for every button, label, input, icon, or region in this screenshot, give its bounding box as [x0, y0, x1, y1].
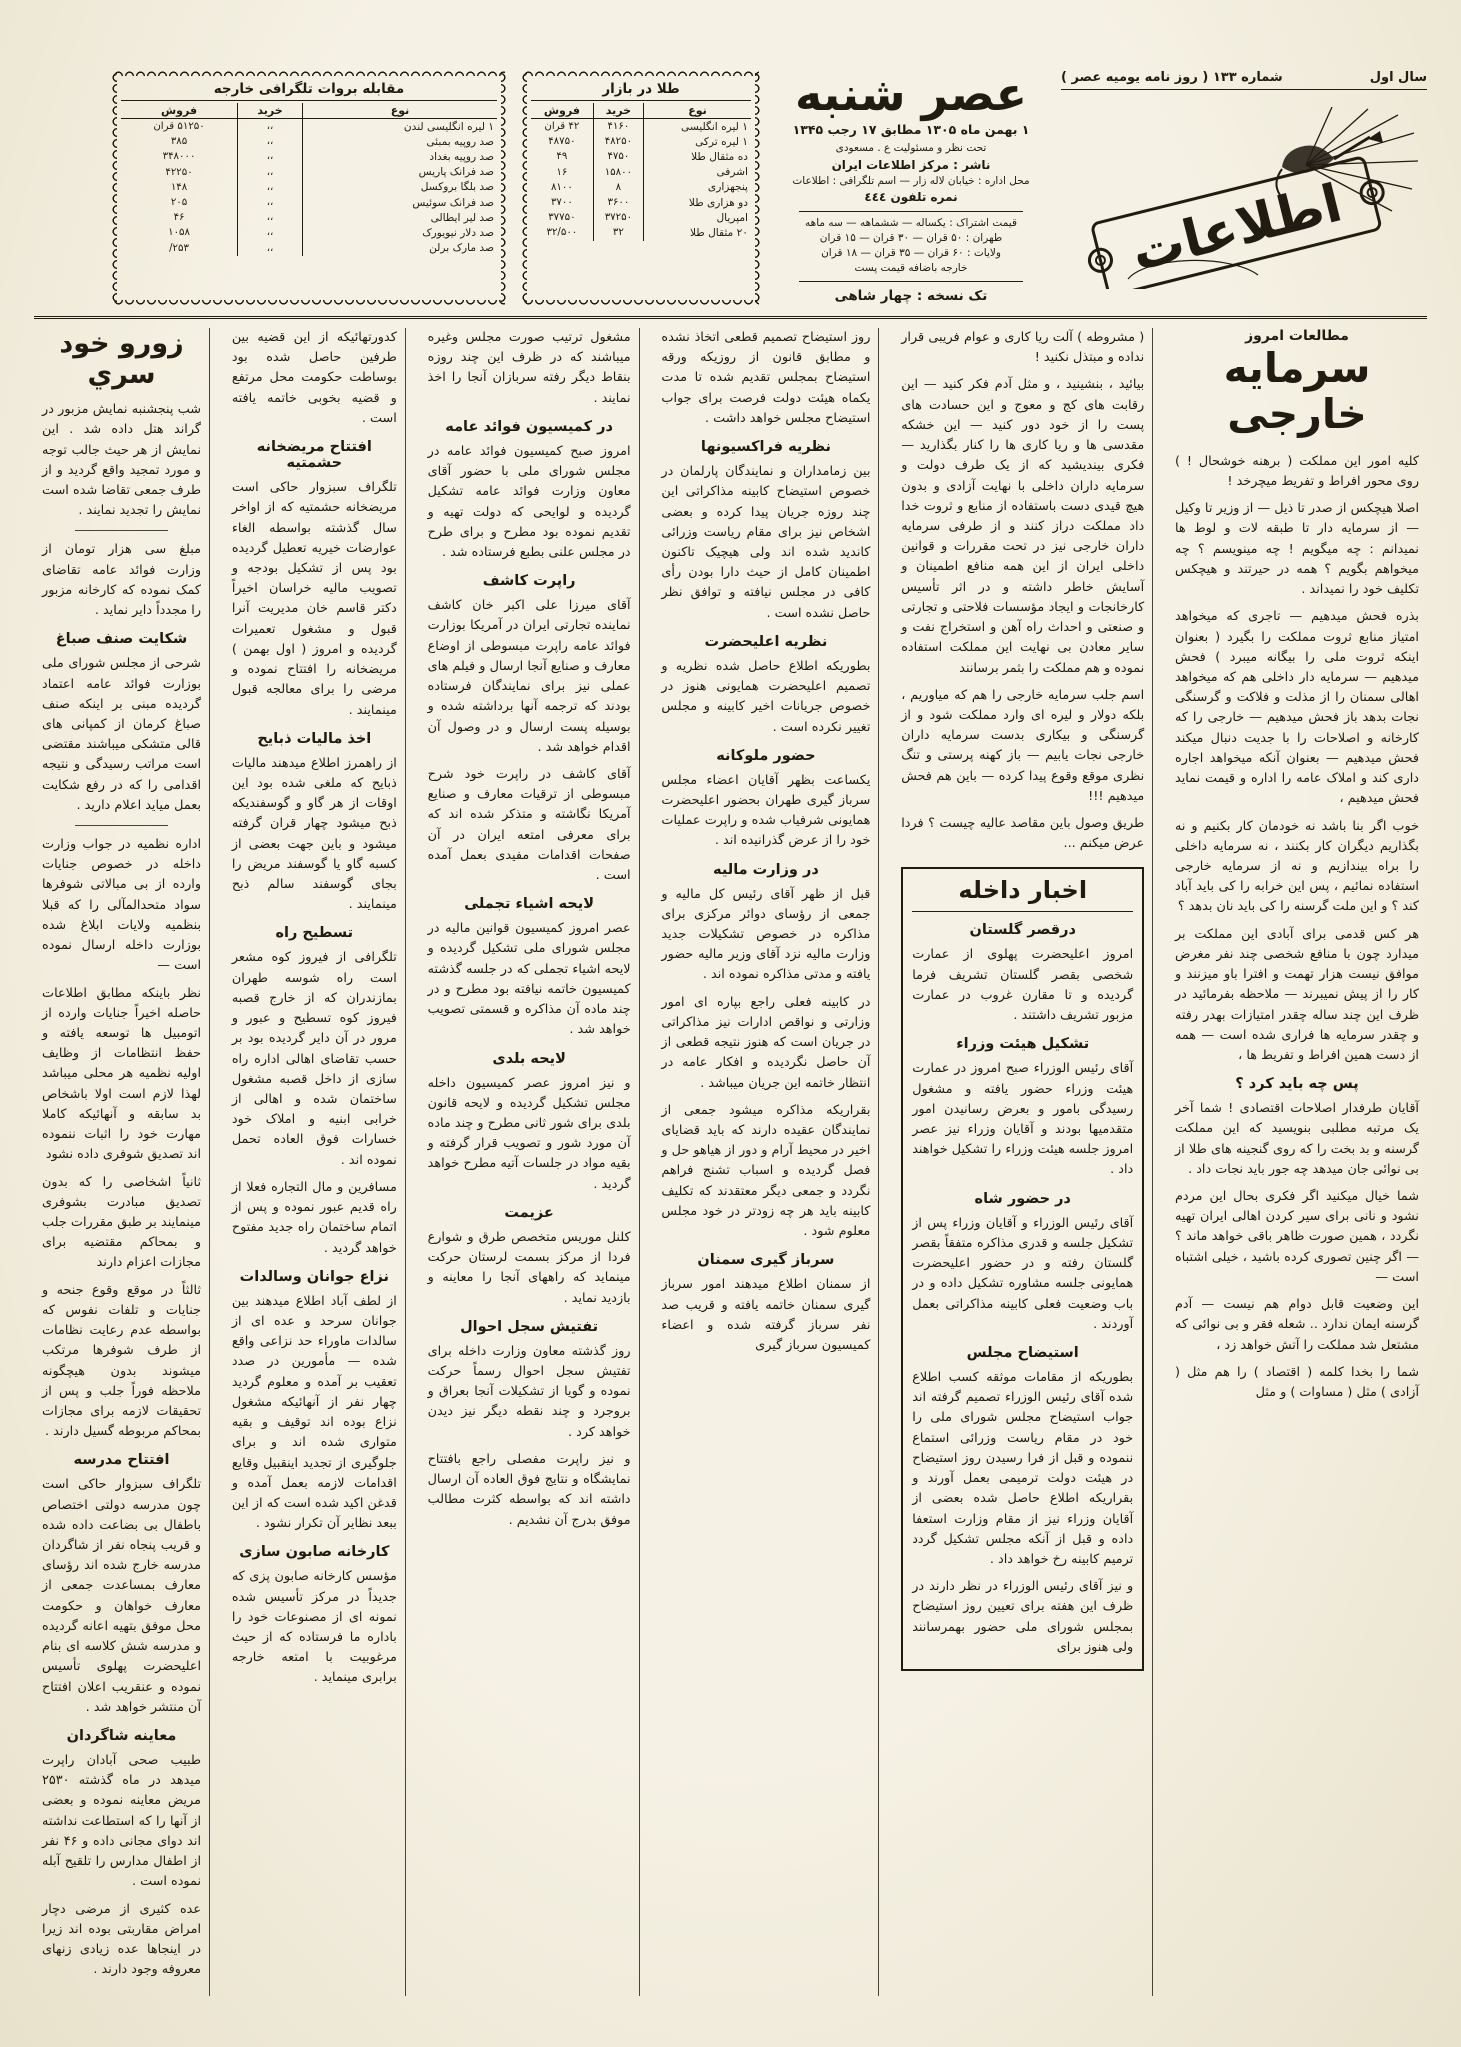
article-subheading: در وزارت مالیه — [713, 861, 819, 878]
article-paragraph: قبل از ظهر آقای رئیس کل مالیه و جمعی از رؤسای دوائر مرکزی برای مذاکره در خصوص تشکیلات جدید وزارت مالیه نزد آقای وزیر مالیه حضور یافته و مدتی مذاکره نموده اند . — [661, 886, 871, 983]
article-paragraph: شب پنجشنبه نمایش مزبور در گراند هتل داده شد . این نمایش از هر حیث جالب توجه و مورد تمجید واقع گردید و از طرف جمعی تقاضا شده است نمایش را تجدید نمایند . — [42, 402, 202, 519]
body-columns — [34, 316, 1427, 1996]
rate-row — [531, 134, 751, 149]
header-divider — [799, 211, 1022, 212]
column-editorial — [1167, 328, 1427, 1996]
rate-cell-type: پنجهزاری — [707, 181, 748, 194]
article-subheading: لایحه بلدی — [492, 1050, 566, 1067]
article-body — [42, 400, 201, 1980]
rate-cell-type: ده مثقال طلا — [691, 150, 748, 163]
rate-cell-type: ۱ لیره انگلیسی لندن — [403, 120, 494, 133]
column-header-sell: فروش — [531, 103, 593, 119]
column-header-type: نوع — [644, 103, 751, 119]
rate-row — [531, 225, 751, 240]
rate-cell-sell: ۲۵۳/ — [121, 241, 238, 256]
editorial-headline: سرمایه خارجی — [1223, 344, 1371, 438]
article-paragraph: شما را بخدا کلمه ( اقتصاد ) را هم مثل ( آزادی ) مثل ( مساوات ) و مثل — [1175, 1364, 1419, 1400]
phone-line: نمره تلفون ٤٤٤ — [864, 190, 958, 205]
article-subheading: تشکیل هیئت وزراء — [956, 1036, 1090, 1053]
rate-cell-sell: ۱۴۸ — [121, 180, 238, 195]
subscription-provinces: ولایات : ۶۰ قران — ۳۵ قران — ۱۸ قران — [821, 247, 1001, 260]
article-subheading: کارخانه صابون سازی — [239, 1544, 390, 1561]
article-paragraph: نظر باینکه مطابق اطلاعات حاصله اخیراً جنایات وارده از اتومبیل ها توسعه یافته و حفظ انتظامات از وظایف اولیه نظمیه هر محلی میباشد لهذا لازم است اولا باشخاص بد سابقه و آنهائیکه کاملا مهارت خود را اثبات ننموده اند تصدیق شوفری داده نشود — [42, 985, 202, 1163]
issue-label: شماره ۱۳۳ ( روز نامه یومیه عصر ) — [1061, 70, 1283, 85]
rate-row — [531, 180, 751, 195]
rate-cell-sell: ۴۹ — [531, 149, 593, 164]
article-subheading: اخذ مالیات ذبایح — [257, 730, 372, 747]
article-paragraph: از راهمرز اطلاع میدهند مالیات ذبایح که ملغی شده بود این اوقات از هر گاو و گوسفندیکه ذبح میشود چهار قران گرفته میشود و باین جهت بعضی از کسبه گاو یا گوسفند مریض را بجای گوسفند سالم ذبح مینمایند . — [231, 755, 397, 913]
article-paragraph: طبیب صحی آبادان راپرت میدهد در ماه گذشته ۲۵۳۰ مریض معاینه نموده و بعضی از آنها را که استطاعت نداشته اند دوای مجانی داده و ۴۶ نفر از اطفال مدارس را تلقیح آبله نموده است . — [42, 1753, 202, 1890]
article-subheading: راپرت کاشف — [482, 573, 576, 590]
article-paragraph: مؤسس کارخانه صابون پزی که جدیداً در مرکز تأسیس شده نمونه ای از مصنوعات خود را باداره ما فرستاده که از حیث مرغوبیت با امتعه خارجه برابری مینماید . — [231, 1569, 397, 1686]
article-paragraph: مشغول ترتیب صورت مجلس وغیره میباشند که در ظرف این چند روزه بنقاط دیگر رفته سربازان آنجا را اخذ نمایند . — [427, 330, 631, 406]
article-paragraph: از لطف آباد اطلاع میدهند بین جوانان سرحد و عده ای از سالدات ماوراء حد نزاعی واقع شده — مأمورین در صدد تعقیب بر آمده و معلوم گردید چهار نفر از آنهائیکه مشغول نزاع بوده اند توقیف و بقیه متواری شده اند و برای جلوگیری از تجدید اینقبیل وقایع اقدامات لازمه بعمل آمده و قدغن اکید شده است که از این ببعد نظایر آن تکرار نشود . — [231, 1293, 397, 1532]
rate-cell-buy: ۴۱۶۰ — [593, 119, 643, 135]
article-paragraph: اداره نظمیه در جواب وزارت داخله در خصوص جنایات وارده از بی مبالاتی شوفرها سواد متحدالمآلی را که قبلا بنظمیه ولایات ابلاغ شده بوزارت داخله ارسال نموده است — — [42, 837, 202, 974]
rate-row — [531, 165, 751, 180]
article-subheading: معاینه شاگردان — [66, 1728, 177, 1744]
column-editorial-continued — [893, 328, 1153, 1996]
fx-table-header-row — [121, 103, 497, 119]
rate-cell-type: صد دلار نیویورک — [422, 226, 494, 239]
date-line: ۱ بهمن ماه ۱۳۰۵ مطابق ۱۷ رجب ۱۳۴۵ — [792, 122, 1030, 138]
rate-cell-sell: ۴۲ قران — [531, 119, 593, 135]
foreign-exchange-table — [111, 70, 507, 306]
article-paragraph: بقراریکه مذاکره میشود جمعی از نمایندگان عقیده دارند که باید قضایای اخیر در محیط آرام و دور از هیاهو حل و فصل گردیده و اسباب تشنج فراهم نگردد و جمعی دیگر معتقدند که تکلیف کابینه باید هر چه زودتر در خود مجلس معلوم شود . — [661, 1102, 871, 1240]
header-center-block — [775, 67, 1047, 306]
rate-cell-sell: ۴۶ — [121, 210, 238, 225]
article-subheading: نظریه اعلیحضرت — [704, 633, 828, 650]
article-paragraph: مبلغ سی هزار تومان از وزارت فوائد عامه تقاضای کمک نموده که کارخانه مزبور را مجدداً دایر نماید . — [42, 542, 202, 619]
domestic-news-box — [901, 867, 1144, 1671]
section-rubric: مطالعات امروز — [1245, 328, 1349, 344]
rate-row — [121, 225, 497, 240]
article-paragraph: کلنل موریس متخصص طرق و شوارع فردا از مرکز بسمت لرستان حرکت مینماید که راههای آنجا را معاینه و بازدید نماید . — [427, 1229, 631, 1306]
column-header-buy: خرید — [593, 103, 643, 119]
article-paragraph: تلگراف سبزوار حاکی است مریضخانه حشمتیه که از اواخر سال گذشته بواسطه الغاء عوارضات خیریه تعطیل گردیده بود پس از تشکیل بودجه و تصویب مالیه خراسان اخیراً دکتر قاسم خان مدیریت آنرا قبول و مشغول تعمیرات گردیده و امروز ( اول بهمن ) مریضخانه را افتتاح نموده و مرضی را برای معالجه قبول مینمایند . — [231, 480, 397, 718]
rate-row — [121, 134, 497, 149]
rate-cell-buy: ،، — [238, 210, 303, 225]
rate-cell-buy: ۸ — [593, 180, 643, 195]
article-paragraph: آقای میرزا علی اکبر خان کاشف نماینده تجارتی ایران در آمریکا بوزارت فوائد عامه راپرت مبسوطی از اوضاع معارف و صنایع آنجا ارسال و فیلم های عملی نیز برای نمایندگان فرستاده بودند که ترجمه آنها برداشته شده و بوسیله پست ارسال و در وصول آن اقدام خواهد شد . — [427, 598, 631, 755]
rate-cell-buy: ،، — [238, 241, 303, 256]
article-paragraph: اصلا هیچکس از صدر تا ذیل — از وزیر تا وکیل — از سرمایه دار تا طبقه لات و لوط ها نمیدانم : چه میگویم ! چه مینویسم ؟ چه میخواهم بگویم ؟ همه در حیرتند و هیچکس تکلیف خود را نمیداند . — [1175, 501, 1419, 598]
rate-cell-buy: ،، — [238, 134, 303, 149]
fx-table-title: مقابله بروات تلگرافی خارجه — [121, 81, 497, 101]
article-subheading: عزیمت — [504, 1204, 554, 1221]
subscription-foreign: خارجه باضافه قیمت پست — [854, 262, 968, 275]
rate-cell-buy: ،، — [238, 180, 303, 195]
rate-cell-buy: ۱۵۸۰۰ — [593, 165, 643, 180]
masthead-illustration — [1068, 107, 1420, 289]
rate-cell-type: صد لیر ایطالی — [430, 211, 494, 224]
article-body — [901, 328, 1144, 854]
domestic-news-title: اخبار داخله — [912, 876, 1133, 912]
rate-cell-buy: ،، — [238, 165, 303, 180]
article-paragraph: شرحی از مجلس شورای ملی بوزارت فوائد عامه اعتماد گردیده مبنی بر اینکه صنف صباغ کرمان از کمپانی های قالی متشکی میباشند مقتضی است مراتب رسیدگی و نتیجه اقدامی را که در رفع شکایت بعمل میاید اعلام دارید . — [42, 656, 202, 813]
gold-table-header-row — [531, 103, 751, 119]
article-paragraph: اسم جلب سرمایه خارجی را هم که میاوریم ، بلکه دولار و لیره ای وارد مملکت شود و از گرسنگی و بیکاری بدست سرمایه داران خارجی نجات یابیم — باز کهنه پرستی و تنگ نظری موقع وقوع پیدا کرده — باین هم فحش میدهیم !!! — [901, 687, 1145, 804]
article-paragraph: از سمنان اطلاع میدهند امور سرباز گیری سمنان خاتمه یافته و قریب صد نفر سرباز گرفته شده و اعضاء کمیسیون سرباز گیری — [661, 1277, 871, 1353]
rate-cell-type: ۱ لیره انگلیسی — [681, 120, 748, 133]
gold-table-title: طلا در بازار — [531, 81, 751, 101]
article-subheading: تفتیش سجل احوال — [460, 1318, 599, 1335]
article-paragraph: امروز صبح کمیسیون فوائد عامه در مجلس شورای ملی با حضور آقای معاون وزارت فوائد عامه تشکیل گردیده و لوایحی که دولت تهیه و تقدیم نموده بود مطرح و برای طرح در مجلس علنی بطبع فرستاده شد . — [427, 443, 631, 560]
edition-title: عصر شنبه — [794, 67, 1028, 121]
article-subheading: تسطیح راه — [275, 925, 354, 942]
single-copy-price: تک نسخه : چهار شاهی — [834, 287, 988, 304]
article-paragraph: و نیز راپرت مفصلی راجع بافتتاح نمایشگاه و نتایج فوق العاده آن ارسال داشته اند که بواسطه کثرت مطالب موفق بدرج آن نشدیم . — [427, 1451, 631, 1528]
address-line: محل اداره : خیابان لاله زار — اسم تلگرافی : اطلاعات — [792, 175, 1030, 188]
rate-cell-type: دو هزاری طلا — [688, 196, 748, 209]
rate-cell-sell: ۳۲/۵۰۰ — [531, 225, 593, 240]
supervision-line: تحت نظر و مسئولیت ع . مسعودی — [835, 142, 987, 155]
subscription-header: قیمت اشتراک : یکساله — ششماهه — سه ماهه — [805, 216, 1017, 229]
rate-cell-sell: ۲۰۵ — [121, 195, 238, 210]
rate-row — [531, 210, 751, 225]
article-subheading: استیضاح مجلس — [966, 1344, 1079, 1361]
column-interpellation-news — [653, 328, 879, 1996]
article-paragraph: آقای رئیس الوزراء و آقایان وزراء پس از تشکیل جلسه و قدری مذاکره متفقاً بقصر گلستان رفته و در حضور اعلیحضرت همایونی جلسه مشاوره تشکیل داده و در باب وضعیت فعلی کابینه مذاکراتی بعمل آوردند . — [912, 1215, 1134, 1332]
article-body — [912, 922, 1133, 1658]
rate-cell-sell: ۸۱۰۰ — [531, 180, 593, 195]
article-subheading: نزاع جوانان وسالدات — [239, 1268, 389, 1285]
rate-cell-buy: ،، — [238, 119, 303, 135]
rate-row — [531, 149, 751, 164]
article-paragraph: عده کثیری از مرضی دچار امراض مقاربتی بوده اند زیرا در اینجاها عده زیادی زنهای معروفه وجود دارند . — [42, 1901, 202, 1978]
article-subheading: پس چه باید کرد ؟ — [1235, 1076, 1359, 1093]
column-parliament-news — [420, 328, 640, 1996]
article-paragraph: آقایان طرفدار اصلاحات اقتصادی ! شما آخر یک مرتبه مطلبی بنویسید که این مملکت گرسنه و بد بخت را که روی گنجینه های طلا از بی نوائی جان میدهد چه جور باید نجات داد . — [1175, 1101, 1419, 1177]
column-header-type: نوع — [303, 103, 497, 119]
article-paragraph: یکساعت بظهر آقایان اعضاء مجلس سرباز گیری طهران بحضور اعلیحضرت همایونی شرفیاب شده و راپرت عملیات خود را از عرض گذرانیده اند . — [661, 772, 871, 849]
article-paragraph: بذره فحش میدهیم — تاجری که میخواهد امتیاز منابع ثروت مملکت را بگیرد ( بعنوان اینکه ثروت ملی را بیگانه میبرد ) فحش میدهیم — سرمایه دار داخلی هم که میخواهد اهالی سمنان را از مذلت و فلاکت و گرسنگی نجات بدهد باز فحش میدهیم — خارجی را که کارخانه و اصلاحات را با جدیت دنبال میکند فحش میدهیم — بعنوان آنکه میخواهد اجاره داری کند و املاک عامه را اداره و قیمت نماید فحش میدهیم ، — [1175, 609, 1419, 807]
article-subheading: حضور ملوکانه — [716, 747, 816, 764]
article-paragraph: و نیز آقای رئیس الوزراء در نظر دارند در ظرف این هفته برای تعیین روز استیضاح بمجلس شورای ملی حضور بهمرسانند ولی هنوز برای — [912, 1579, 1134, 1655]
rate-cell-sell: ۳۸۵ — [121, 134, 238, 149]
rate-row — [121, 210, 497, 225]
rate-row — [121, 119, 497, 135]
article-subheading: شکایت صنف صباغ — [55, 631, 188, 648]
column-header-sell: فروش — [121, 103, 238, 119]
rate-row — [531, 195, 751, 210]
logo-wordmark: اطلاعات — [1125, 173, 1348, 284]
article-subheading: در حضور شاه — [974, 1190, 1071, 1207]
article-paragraph: امروز اعلیحضرت پهلوی از عمارت شخصی بقصر گلستان تشریف فرما گردیده و تا مقارن غروب در عمارت مزبور تشریف داشتند . — [912, 947, 1134, 1024]
article-paragraph: بطوریکه اطلاع حاصل شده نظریه و تصمیم اعلیحضرت همایونی هنوز در خصوص جریانات اخیر کابینه و مجلس تغییر نکرده است . — [661, 658, 871, 735]
article-subheading: سرباز گیری سمنان — [697, 1252, 835, 1269]
article-subheading: لایحه اشیاء تجملی — [464, 896, 594, 913]
article-paragraph: این وضعیت قابل دوام هم نیست — آدم گرسنه ایمان ندارد .. شعله فقر و بی نوائی که مشتعل شد مملکت را آتش خواهد زد ، — [1175, 1297, 1419, 1353]
rate-cell-type: اشرفی — [716, 166, 748, 179]
article-paragraph: عصر امروز کمیسیون قوانین مالیه در مجلس شورای ملی تشکیل گردیده و لایحه اشیاء تجملی که در جلسه گذشته کمیسیون خاتمه نیافته بود مطرح و در چند ماده آن مذاکره و قسمتی تصویب خواهد شد . — [427, 921, 631, 1038]
rate-cell-type: صد بلگا بروکسل — [420, 181, 494, 194]
wavy-border-right — [501, 72, 507, 304]
gold-rates-table — [521, 70, 761, 306]
rate-row — [531, 119, 751, 135]
rate-cell-sell: ۱۶ — [531, 165, 593, 180]
article-paragraph: بین زمامداران و نمایندگان پارلمان در خصوص استیضاح کابینه مذاکراتی این چند روزه جریان پیدا کرده و بعضی اشخاص نیز برای مقام ریاست وزرائی کاندید شده اند ولی هیچیک تاکنون اطمینان کامل از حیث دارا بودن رأی کافی در مجلس نیافته و توافق نظر حاصل نشده است . — [661, 464, 871, 621]
rate-cell-buy: ۳۷۲۵۰ — [593, 210, 643, 225]
rate-row — [121, 165, 497, 180]
article-paragraph: آقای رئیس الوزراء صبح امروز در عمارت هیئت وزراء حضور یافته و مشغول رسیدگی بامور و بعرض رسانیدن امور متقدمیها بودند و آقایان وزراء نیز عصر امروز جلسه هیئت وزراء را تشکیل خواهند داد . — [912, 1061, 1134, 1178]
column-provincial-news — [224, 328, 406, 1996]
rate-cell-buy: ،، — [238, 225, 303, 240]
rate-cell-buy: ،، — [238, 149, 303, 164]
article-paragraph: تلگرافی از فیروز کوه مشعر است راه شوسه طهران بمازندران که از خارج قصبه فیروز کوه تسطیح و عبور و مرور در آن دایر گردیده بود بر حسب تقاضای اهالی اداره راه سازی از داخل قصبه مشغول ساختمان شده و اهالی از خرابی ابنیه و املاک خود خسارات فوق العاده تحمل نموده اند . — [231, 950, 397, 1168]
article-paragraph: آقای کاشف در راپرت خود شرح مبسوطی از ترقیات معارف و صنایع آمریکا نگاشته و متذکر شده اند که برای معرفی امتعه ایران در آن صفحات اقدامات مفیدی بعمل آمده است . — [427, 766, 631, 884]
article-subheading: در کمیسیون فوائد عامه — [445, 418, 613, 435]
volume-label: سال اول — [1369, 70, 1427, 85]
item-divider — [75, 825, 167, 826]
rate-cell-type: صد فرانک پاریس — [418, 166, 494, 179]
rate-cell-type: امپریال — [716, 211, 748, 224]
rate-cell-buy: ،، — [238, 195, 303, 210]
article-body — [428, 328, 631, 1531]
rate-cell-buy: ۳۲ — [593, 225, 643, 240]
article-body — [661, 328, 870, 1356]
article-paragraph: ثالثاً در موقع وقوع جنحه و جنایات و تلفات نفوس که بواسطه عدم رعایت نظامات از طرف شوفرها مرتکب میشوند بدون هیچگونه ملاحظه فوراً جلب و پس از تحقیقات لازمه برای مجازات بمحاکم مربوطه گسیل دارند . — [42, 1282, 202, 1440]
subscription-tehran: طهران : ۵۰ قران — ۳۰ قران — ۱۵ قران — [819, 231, 1003, 244]
article-paragraph: خوب اگر بنا باشد نه خودمان کار بکنیم و نه بگذاریم دیگران کار بکنند ، نه سرمایه داخلی را براه بیندازیم و نه از سرمایه خارجی استفاده نمائیم ، پس این خرابه را کی باید آباد کند ؟ و این ملت گرسنه را کی باید نان بدهد ؟ — [1175, 818, 1419, 915]
article-subheading: نظریه فراکسیونها — [700, 439, 831, 456]
header-divider — [799, 281, 1022, 282]
rate-cell-type: صد مارک برلن — [429, 242, 494, 255]
rate-cell-type: صد روپیه بمبئی — [426, 135, 494, 148]
article-paragraph: روز گذشته معاون وزارت داخله برای تفتیش سجل احوال رسماً حرکت نموده و گویا از تشکیلات آنجا بعراق و بروجرد و چند نقطه دیگر نیز دیدن خواهد کرد . — [427, 1343, 631, 1440]
article-paragraph: طریق وصول باین مقاصد عالیه چیست ؟ فردا عرض میکنم ... — [901, 816, 1145, 852]
article-subheading: درقصر گلستان — [969, 922, 1076, 939]
article-headline: زورو خود سري — [59, 328, 184, 391]
newspaper-logo — [1061, 90, 1427, 306]
rate-cell-type: ۱ لیره ترکی — [695, 135, 748, 148]
rate-cell-type: ۲۰ مثقال طلا — [689, 226, 748, 239]
wavy-border-left — [521, 72, 527, 304]
rate-cell-buy: ۳۶۰۰ — [593, 195, 643, 210]
rate-cell-sell: ۱۰۵۸ — [121, 225, 238, 240]
rate-row — [121, 149, 497, 164]
rate-cell-sell: ۴۲۲۵۰ — [121, 165, 238, 180]
article-paragraph: بطوریکه از مقامات موثقه کسب اطلاع شده آقای رئیس الوزراء تصمیم گرفته اند جواب استیضاح مجلس شورای ملی را خود در مقام ریاست وزرائی استماع ننموده و قبل از فرا رسیدن روز استیضاح در هیئت دولت ترمیمی بعمل آورند و بقراریکه اطلاع حاصل شده بعضی از آقایان وزراء نیز از مقام وزارت استعفا داده و قبل از آنکه مجلس تشکیل گردد ترمیم کابینه رخ خواهد داد . — [912, 1369, 1134, 1567]
rate-cell-sell: ۵۱۲۵۰ قران — [121, 119, 238, 135]
publisher-line: ناشر : مرکز اطلاعات ایران — [831, 157, 991, 172]
masthead — [1061, 70, 1427, 306]
rate-cell-sell: ۳۷۰۰ — [531, 195, 593, 210]
article-paragraph: کلیه امور این مملکت ( برهنه خوشحال ! ) روی محور افراط و تفریط میچرخد ! — [1175, 453, 1419, 490]
article-paragraph: مسافرین و مال التجاره فعلا از راه قدیم عبور نموده و پس از اتمام ساختمان راه جدید مفتوح خواهد گردید . — [231, 1179, 397, 1256]
rate-cell-sell: ۳۷۷۵۰ — [531, 210, 593, 225]
article-paragraph: و نیز امروز عصر کمیسیون داخله مجلس تشکیل گردیده و لایحه قانون بلدی برای شور ثانی مطرح و چند ماده آن مورد شور و تصویب قرار گرفته و بقیه مواد در جلسات آتیه مطرح خواهد گردید . — [427, 1075, 631, 1192]
article-body — [232, 328, 397, 1689]
page-header — [34, 67, 1427, 306]
rate-cell-buy: ۴۷۵۰ — [593, 149, 643, 164]
rate-row — [121, 180, 497, 195]
article-body — [1175, 452, 1419, 1403]
rate-cell-sell: ۴۸۷۵۰ — [531, 134, 593, 149]
article-paragraph: ( مشروطه ) آلت ریا کاری و عوام فریبی قرار نداده و مبتذل نکنید ! — [901, 330, 1145, 366]
rate-cell-buy: ۴۸۲۵۰ — [593, 134, 643, 149]
wavy-border-right — [755, 72, 761, 304]
article-paragraph: هر کس قدمی برای آبادی این مملکت بر میدارد چون با منافع شخصی چند نفر مغرض موافق نیست هزار تهمت و افترا باو میزنند و کار را از پیش نمیبرند — ملاحظه بفرمائید در ظرف این چند ساله چقدر امتیازات بهدر رفته و چقدر سرمایه ها فراری شده است — همه از دست همین افراط و تفریط ها ، — [1175, 926, 1419, 1063]
article-subheading: افتتاح مریضخانه حشمتیه — [256, 439, 372, 472]
article-paragraph: شما خیال میکنید اگر فکری بحال این مردم نشود و نانی برای سیر کردن اهالی ایران تهیه نگردد ، همین صورت ظاهر باقی خواهد ماند ؟ — اگر چنین تصوری کرده باشید ، خیلی اشتباه است — — [1175, 1189, 1419, 1285]
rate-row — [121, 195, 497, 210]
item-divider — [75, 530, 167, 531]
column-city-news — [34, 328, 210, 1996]
rate-row — [121, 241, 497, 256]
article-paragraph: ثانیاً اشخاصی را که بدون تصدیق مبادرت بشوفری مینمایند بر طبق مقررات جلب و بمحاکم مقتضیه برای مجازات اعزام دارند — [42, 1174, 202, 1271]
wavy-border-left — [111, 72, 117, 304]
column-header-buy: خرید — [238, 103, 303, 119]
article-paragraph: تلگراف سبزوار حاکی است چون مدرسه دولتی اختصاص باطفال بی بضاعت داده شده و قریب پنجاه نفر از شاگردان مدرسه خارج شده اند رؤسای معارف بمساعدت جمعی از معارف خواهان و حکومت محل موفق بتهیه اعانه گردیده و مدرسه شش کلاسه ای بنام اعلیحضرت پهلوی تأسیس نموده و عنقریب اعلان افتتاح آن منتشر خواهد شد . — [42, 1477, 202, 1715]
article-paragraph: روز استیضاح تصمیم قطعی اتخاذ نشده و مطابق قانون از روزیکه ورقه استیضاح بمجلس تقدیم شده تا مدت یکماه هیئت دولت فرصت برای جواب استیضاح مجلس خواهد داشت . — [661, 330, 871, 426]
rate-cell-sell: ۳۴۸۰۰۰ — [121, 149, 238, 164]
masthead-topline — [1061, 70, 1427, 90]
article-paragraph: بیائید ، بنشینید ، و مثل آدم فکر کنید — این رقابت های کج و معوج و این حسادت های پست را از خود دور کنید — این خشکه مقدسی ها و ریا کاری ها را کنار بگذارید — فکری بیندیشید که از یک طرف دولت و سرمایه داران داخلی با نهایت آزادی و بدون هیچ قیدی دست باستفاده از منابع و ثروت خدا داد مملکت دراز کنند و از طرفی سرمایه داران خارجی نیز در تحت مقررات و قوانین داخلی ایران از این همه منافع اطمینان و آسایش خاطر داشته و در اثر تأسیس کارخانجات و ایجاد مؤسسات فلاحتی و تجارتی و صنعتی و احداث راه آهن و استخراج نفت و سایر معادن بی نهایت این مملکت استفاده نموده و هم مملکت را بثمر برسانند — [901, 377, 1145, 676]
rate-cell-type: صد روپیه بغداد — [429, 150, 494, 163]
article-subheading: افتتاح مدرسه — [73, 1452, 170, 1469]
article-paragraph: در کابینه فعلی راجع بپاره ای امور وزارتی و نواقص ادارات نیز مذاکراتی در جریان است که هنوز نتیجه قطعی از آن حاصل نگردیده و افکار عامه در انتظار خاتمه این جریان میباشد . — [661, 994, 871, 1091]
article-paragraph: کدورتهائیکه از این قضیه بین طرفین حاصل شده بود بوساطت حکومت محل مرتفع و قضیه بخوبی خاتمه یافته است . — [231, 330, 397, 426]
rate-cell-type: صد فرانک سوئیس — [412, 196, 494, 209]
